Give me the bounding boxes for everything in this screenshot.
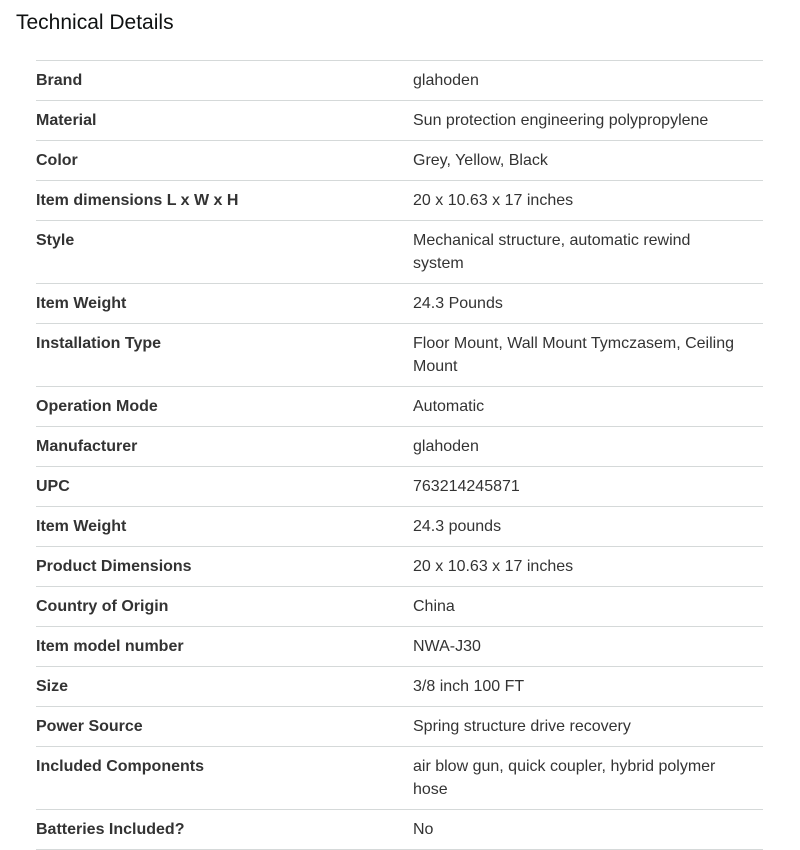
row-label-product-dimensions: Product Dimensions	[36, 558, 192, 575]
table-row	[36, 467, 763, 507]
row-value-item-dimensions: 20 x 10.63 x 17 inches	[413, 192, 574, 209]
row-value-style: Mechanical structure, automatic rewind system	[413, 232, 691, 272]
table-row	[36, 284, 763, 324]
table-row	[36, 507, 763, 547]
row-label-brand: Brand	[36, 72, 83, 89]
table-row	[36, 747, 763, 810]
row-value-manufacturer: glahoden	[413, 438, 479, 455]
table-row	[36, 810, 763, 850]
section-title: Technical Details	[16, 11, 174, 34]
row-value-power-source: Spring structure drive recovery	[413, 718, 631, 735]
table-row	[36, 141, 763, 181]
row-label-batteries-included: Batteries Included?	[36, 821, 185, 838]
row-value-upc: 763214245871	[413, 478, 520, 495]
table-row	[36, 707, 763, 747]
row-value-material: Sun protection engineering polypropylene	[413, 112, 709, 129]
row-label-material: Material	[36, 112, 97, 129]
table-row	[36, 324, 763, 387]
table-row	[36, 181, 763, 221]
table-row	[36, 547, 763, 587]
table-row	[36, 627, 763, 667]
table-row	[36, 61, 763, 101]
row-label-power-source: Power Source	[36, 718, 143, 735]
row-value-size: 3/8 inch 100 FT	[413, 678, 525, 695]
row-label-style: Style	[36, 232, 75, 249]
row-label-color: Color	[36, 152, 78, 169]
row-label-installation-type: Installation Type	[36, 335, 162, 352]
row-label-country-of-origin: Country of Origin	[36, 598, 169, 615]
row-label-size: Size	[36, 678, 69, 695]
row-label-included-components: Included Components	[36, 758, 204, 775]
row-value-brand: glahoden	[413, 72, 479, 89]
row-label-operation-mode: Operation Mode	[36, 398, 158, 415]
table-row	[36, 667, 763, 707]
row-value-item-model-number: NWA-J30	[413, 638, 481, 655]
technical-details-table	[36, 60, 763, 850]
row-label-item-weight-2: Item Weight	[36, 518, 127, 535]
table-row	[36, 587, 763, 627]
row-label-manufacturer: Manufacturer	[36, 438, 138, 455]
table-row	[36, 427, 763, 467]
row-value-item-weight: 24.3 Pounds	[413, 295, 503, 312]
row-value-batteries-included: No	[413, 821, 434, 838]
table-row	[36, 101, 763, 141]
row-value-item-weight-2: 24.3 pounds	[413, 518, 502, 535]
row-value-operation-mode: Automatic	[413, 398, 485, 415]
row-label-item-weight: Item Weight	[36, 295, 127, 312]
row-value-included-components: air blow gun, quick coupler, hybrid polymer hose	[413, 758, 716, 798]
table-row	[36, 387, 763, 427]
row-label-upc: UPC	[36, 478, 70, 495]
row-value-installation-type: Floor Mount, Wall Mount Tymczasem, Ceiling Mount	[413, 335, 734, 375]
row-label-item-dimensions: Item dimensions L x W x H	[36, 192, 239, 209]
row-value-color: Grey, Yellow, Black	[413, 152, 548, 169]
row-value-product-dimensions: 20 x 10.63 x 17 inches	[413, 558, 574, 575]
row-value-country-of-origin: China	[413, 598, 455, 615]
table-row	[36, 221, 763, 284]
row-label-item-model-number: Item model number	[36, 638, 184, 655]
